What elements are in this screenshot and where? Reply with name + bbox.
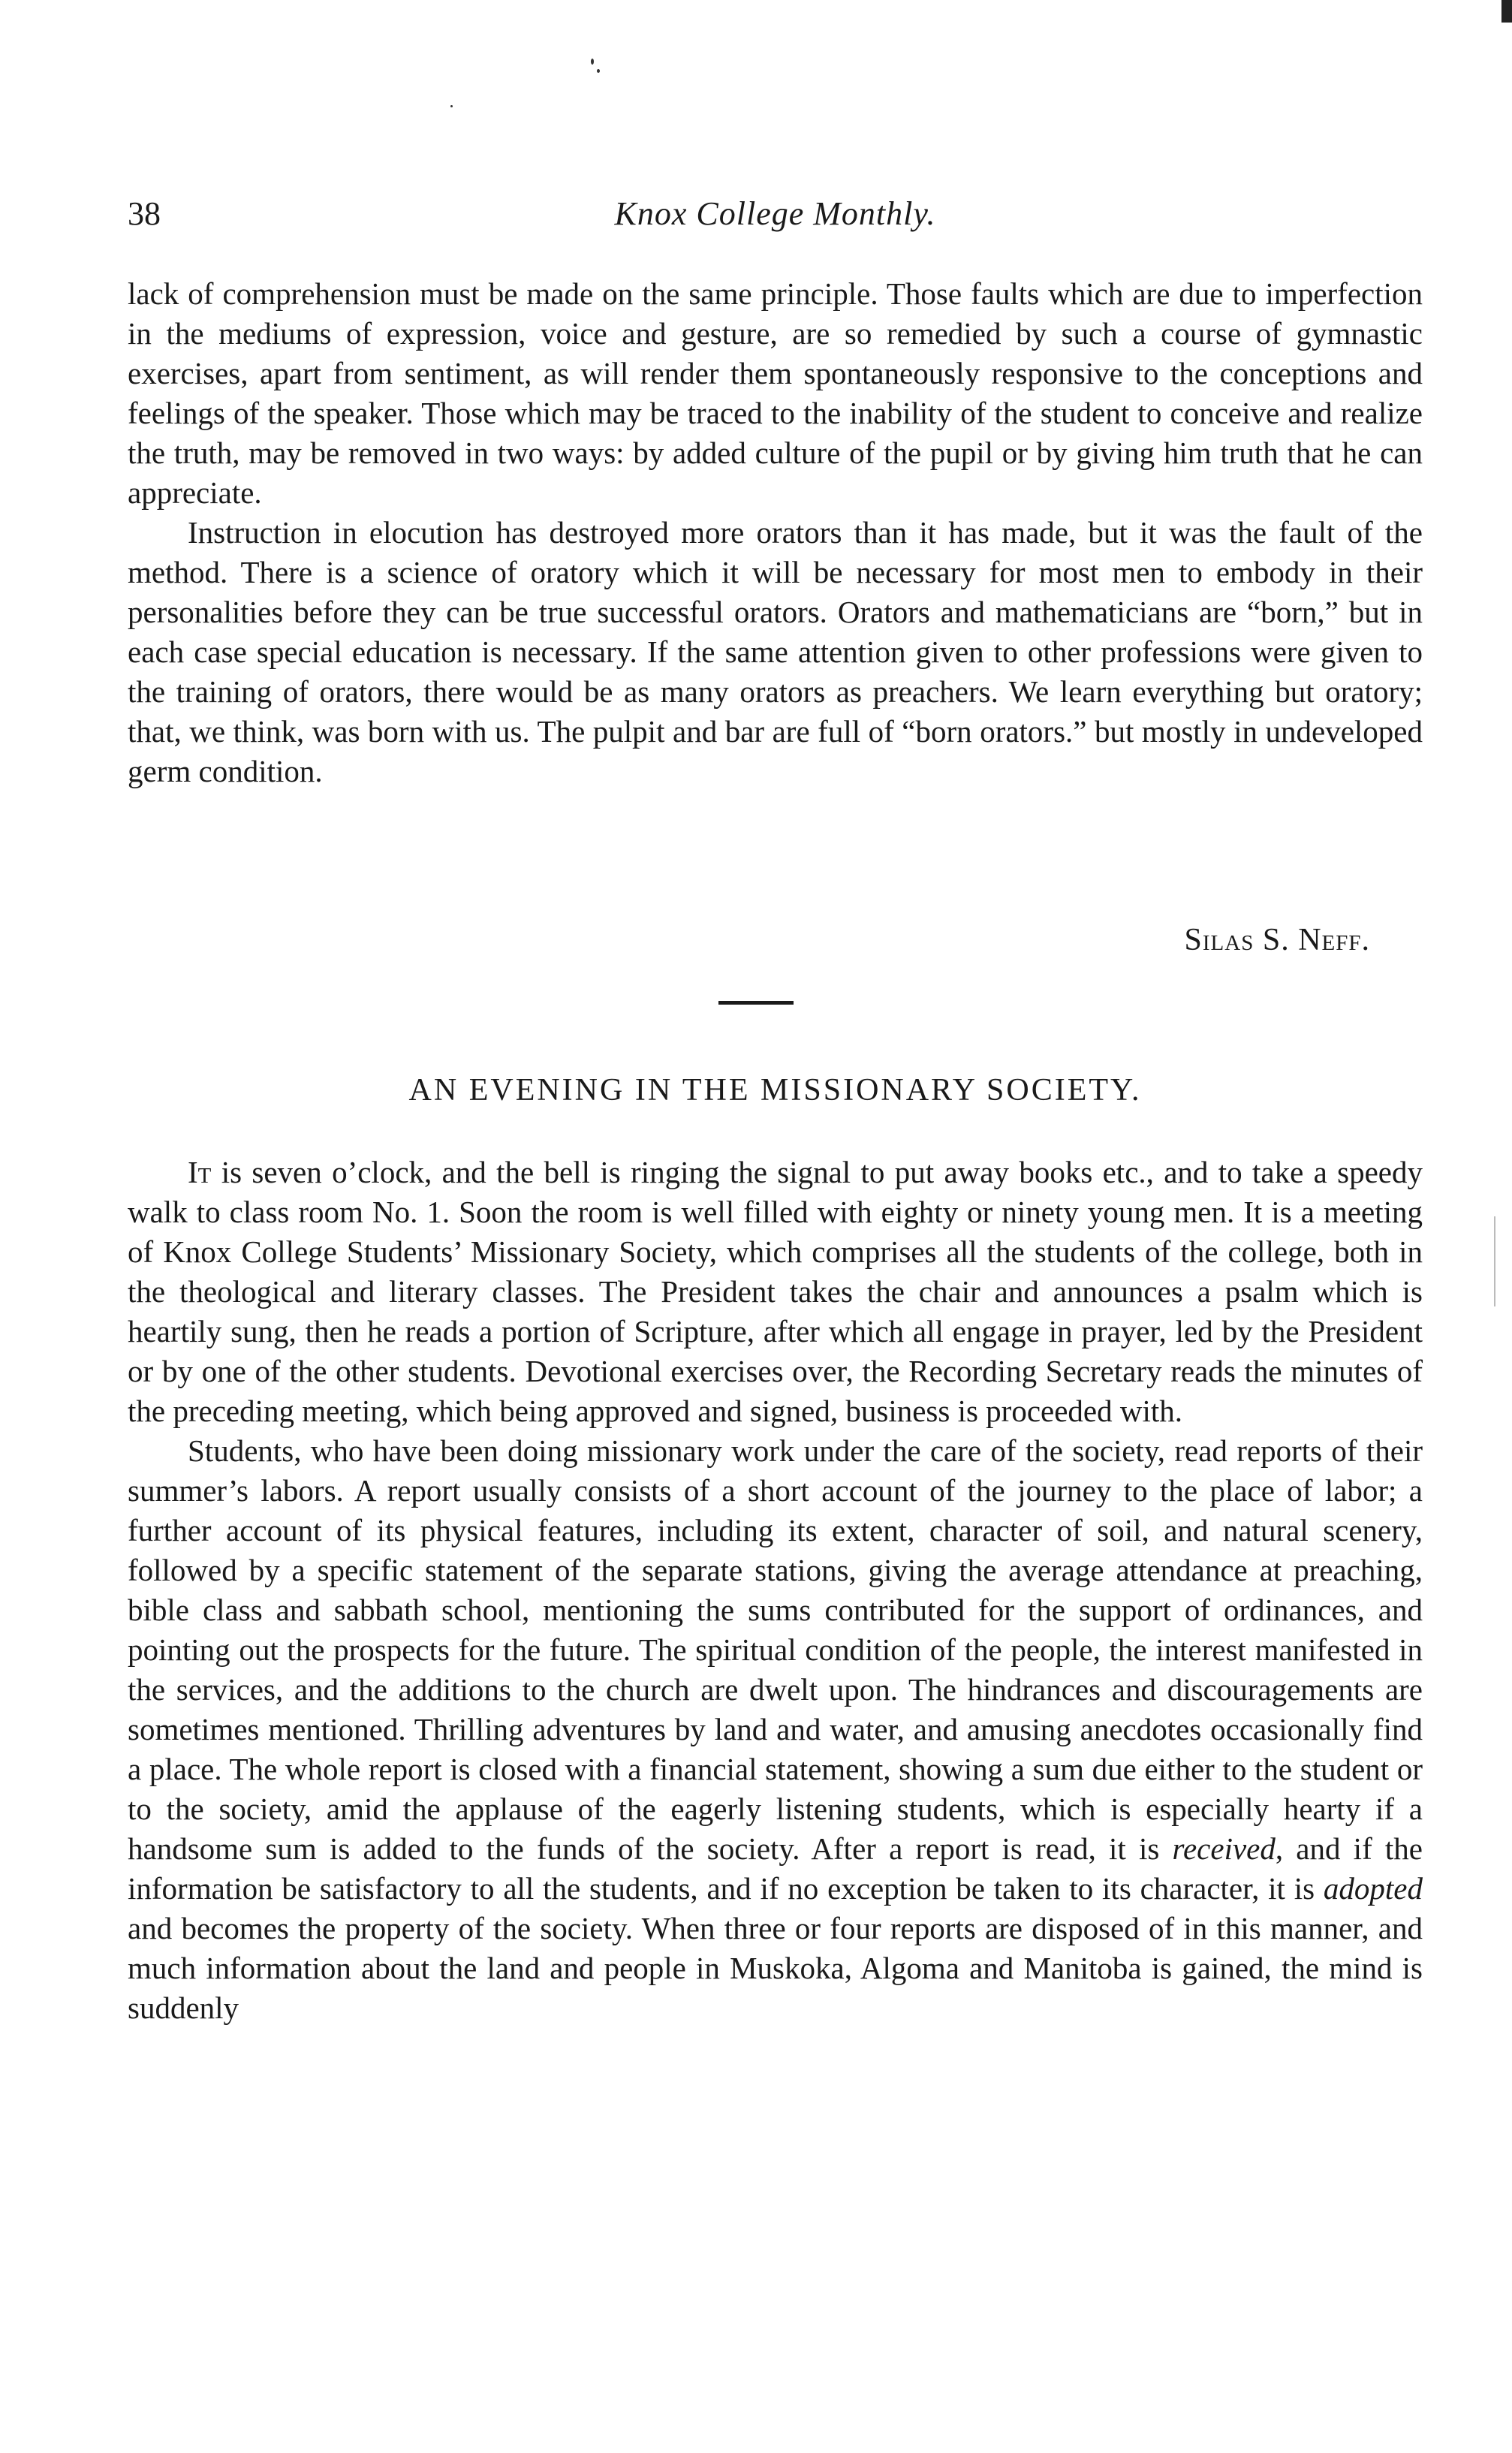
paragraph-text: and becomes the property of the society. When three or four reports are disposed of in this manner, and much information about the land and people in Muskoka, Algoma and Manitoba is gained, the mind is suddenly (128, 1911, 1423, 2025)
paragraph: Instruction in elocution has destroyed more orators than it has made, but it was the fault of the method. There is a science of oratory which it will be necessary for most men to embody in their personalities before they can be true successful orators. Orators and mathematicians are “born,” but in each case special education is necessary. If the same attention given to other professions were given to the training of orators, there would be as many orators as preachers. We learn everything but oratory; that, we think, was born with us. The pulpit and bar are full of “born orators.” but mostly in undeveloped germ condition. (128, 515, 1423, 788)
article-missionary-body (128, 1153, 1423, 2028)
paragraph-text: , and if the information be satisfactory to all the students, and if no exception be taken to its character, it is (128, 1831, 1423, 1906)
ink-speck (597, 69, 600, 73)
running-head (128, 191, 1423, 237)
journal-title: Knox College Monthly. (614, 195, 936, 232)
paragraph: lack of comprehension must be made on the same principle. Those faults which are due to imperfection in the mediums of expression, voice and gesture, are so remedied by such a course of gymnastic exercises, apart from sentiment, as will render them spontaneously responsive to the conceptions and feelings of the speaker. Those which may be traced to the inability of the student to conceive and realize the truth, may be removed in two ways: by added culture of the pupil or by giving him truth that he can appreciate. (128, 276, 1423, 510)
paragraph-text: is seven o’clock, and the bell is ringing the signal to put away books etc., and to take a speedy walk to class room No. 1. Soon the room is well filled with eighty or ninety young men. It is a meeting of Knox College Students’ Missionary Society, which comprises all the students of the college, both in the theological and literary classes. The President takes the chair and announces a psalm which is heartily sung, then he reads a portion of Scripture, after which all engage in prayer, led by the President or by one of the other students. Devotional exercises over, the Recording Secretary reads the minutes of the preceding meeting, which being approved and signed, business is proceeded with. (128, 1155, 1423, 1428)
article-heading: AN EVENING IN THE MISSIONARY SOCIETY. (408, 1073, 1142, 1107)
paragraph-text: Students, who have been doing missionary work under the care of the society, read reports of their summer’s labors. A report usually consists of a short account of the journey to the place of labor; a further account of its physical features, including its extent, character of soil, and natural scenery, followed by a specific statement of the separate stations, giving the average attendance at preaching, bible class and sabbath school, mentioning the sums contributed for the support of ordinances, and pointing out the prospects for the future. The spiritual condition of the people, the interest manifested in the services, and the additions to the church are dwelt upon. The hindrances and discouragements are sometimes mentioned. Thrilling adventures by land and water, and amusing anecdotes occasionally find a place. The whole report is closed with a financial statement, showing a sum due either to the student or to the society, amid the applause of the eagerly listening students, which is especially hearty if a handsome sum is added to the funds of the society. After a report is read, it is (128, 1433, 1423, 1866)
ink-speck (591, 59, 594, 65)
italic-term: received (1172, 1831, 1276, 1866)
author-signature: Silas S. Neff. (1184, 923, 1370, 957)
ink-speck (450, 105, 453, 107)
paragraph (128, 1153, 1423, 1431)
page-edge-line (1494, 1216, 1495, 1306)
paragraph (128, 1431, 1423, 2028)
page-number: 38 (128, 195, 161, 232)
page-edge-mark (1501, 0, 1512, 23)
section-divider (718, 1001, 794, 1005)
opening-word: It (188, 1155, 212, 1189)
italic-term: adopted (1323, 1871, 1423, 1906)
article-oratory-body (128, 274, 1423, 791)
